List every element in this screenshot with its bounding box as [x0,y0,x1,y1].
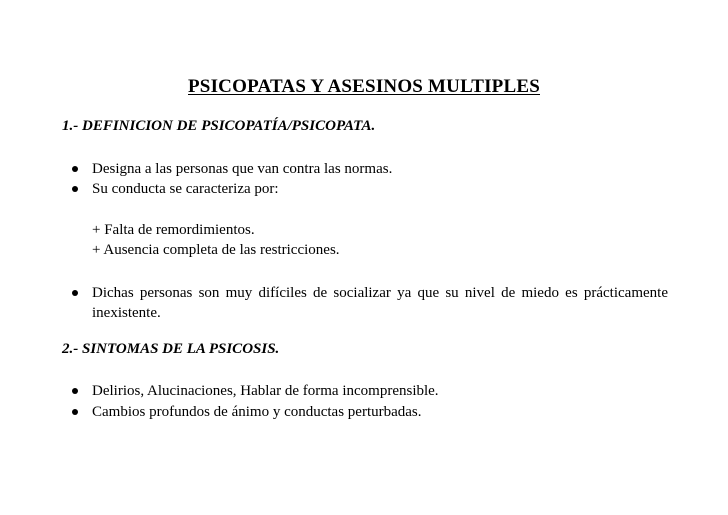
section-heading-definicion: 1.- DEFINICION DE PSICOPATÍA/PSICOPATA. [62,118,376,134]
section-heading-sintomas: 2.- SINTOMAS DE LA PSICOSIS. [62,341,280,357]
bullet-text: Su conducta se caracteriza por: [92,181,279,197]
bullet-icon [72,186,78,192]
bullet-icon [72,166,78,172]
bullet-icon [72,290,78,296]
bullet-icon [72,388,78,394]
sub-item-restricciones: + Ausencia completa de las restricciones. [92,242,340,258]
bullet-text: Designa a las personas que van contra las normas. [92,161,393,177]
bullet-item-socializar [72,283,668,323]
bullet-text: Cambios profundos de ánimo y conductas perturbadas. [92,404,422,420]
bullet-icon [72,409,78,415]
document-title: PSICOPATAS Y ASESINOS MULTIPLES [188,76,540,97]
sub-item-remordimientos: + Falta de remordimientos. [92,222,255,238]
bullet-text: Delirios, Alucinaciones, Hablar de forma incomprensible. [92,383,439,399]
bullet-text: Dichas personas son muy difíciles de socializar ya que su nivel de miedo es prácticamente inexistente. [92,285,668,321]
